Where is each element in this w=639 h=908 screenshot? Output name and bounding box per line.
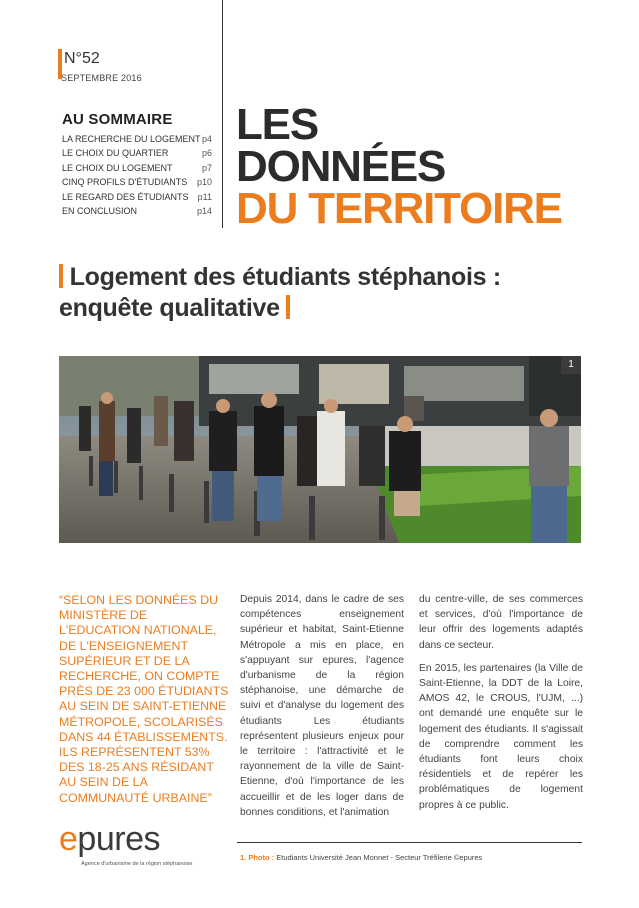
photo-number-badge: 1 <box>561 356 581 374</box>
photo-illustration <box>59 356 581 543</box>
logo-tagline: Agence d'urbanisme de la région stéphanoise <box>81 861 193 867</box>
body-column-1 <box>240 592 404 828</box>
toc-item[interactable] <box>62 204 212 218</box>
toc-item[interactable] <box>62 132 212 146</box>
toc-item-label: LE REGARD DES ÉTUDIANTS <box>62 191 189 202</box>
toc-item[interactable] <box>62 146 212 160</box>
body-paragraph: Depuis 2014, dans le cadre de ses compétences enseignement supérieur et habitat, Saint-Etienne Métropole a mis en place, en s'appuyant sur epures, l'agence d'urbanisme de la région stéphanoise, une démarche de suivi et d'analyse du logement des étudiants Les étudiants représentent plusieurs enjeux pour le territoire : l'attractivité et le rayonnement de la ville de Saint-Etienne, d'où l'importance de les accueillir et de les loger dans de bonnes conditions, et l'animation <box>240 594 404 818</box>
campus-photo <box>59 356 581 543</box>
title-line-2: DONNÉES <box>236 142 446 191</box>
toc-item-label: LE CHOIX DU LOGEMENT <box>62 162 173 173</box>
title-accent-bar-end <box>286 295 290 319</box>
logo-letter-e: e <box>59 820 78 858</box>
logo-wordmark <box>59 820 160 859</box>
caption-label: 1. Photo : <box>240 853 275 862</box>
pull-quote: “SELON LES DONNÉES DU MINISTÈRE DE L'EDUCATION NATIONALE, DE L'ENSEIGNEMENT SUPÉRIEUR ET DE LA RECHERCHE, ON COMPTE PRÈS DE 23 000 ÉTUDIANTS AU SEIN DE SAINT-ETIENNE MÉTROPOLE, SCOLARISÉS DANS 44 ÉTABLISSEMENTS. ILS REPRÉSENTENT 53% DES 18-25 ANS RÉSIDANT AU SEIN DE LA COMMUNAUTÉ URBAINE” <box>59 593 229 805</box>
title-line-1: LES <box>236 100 318 149</box>
article-title-line-1: Logement des étudiants stéphanois : <box>69 263 501 291</box>
vertical-divider <box>222 0 223 228</box>
body-paragraph: du centre-ville, de ses commerces et services, d'où l'importance de leur offrir des logements adaptés dans ce secteur. <box>419 594 583 651</box>
toc-item[interactable] <box>62 190 212 204</box>
footer-divider <box>237 842 582 843</box>
toc-item[interactable] <box>62 161 212 175</box>
epures-logo <box>59 820 219 868</box>
toc-item-label: CINQ PROFILS D'ÉTUDIANTS <box>62 177 188 188</box>
toc-item-label: EN CONCLUSION <box>62 206 138 217</box>
toc-title: AU SOMMAIRE <box>62 111 173 128</box>
toc-item-label: LE CHOIX DU QUARTIER <box>62 148 169 159</box>
logo-letters: pures <box>77 820 160 858</box>
photo-caption <box>240 853 482 862</box>
toc-item-label: LA RECHERCHE DU LOGEMENT <box>62 134 201 144</box>
toc-item-page: p4 <box>201 134 212 144</box>
issue-date: SEPTEMBRE 2016 <box>61 73 142 83</box>
issue-number: N°52 <box>64 50 100 67</box>
body-paragraph: En 2015, les partenaires (la Ville de Saint-Etienne, la DDT de la Loire, AMOS 42, le CROUS, l'UJM, ...) ont demandé une enquête sur le logement des étudiants. Il s'agissait de comprendre comment les étudiants font leurs choix résidentiels et de repérer les problématiques de logement propres à ce public. <box>419 662 583 811</box>
table-of-contents <box>62 111 212 218</box>
toc-item-page: p7 <box>201 162 212 173</box>
article-title-line-2: enquête qualitative <box>59 294 280 322</box>
article-title <box>59 262 599 324</box>
toc-item-page: p14 <box>196 206 212 217</box>
title-accent-bar <box>59 264 63 288</box>
publication-title <box>236 100 562 233</box>
toc-item-page: p11 <box>197 191 212 202</box>
title-line-3: DU TERRITOIRE <box>236 184 562 233</box>
body-column-2 <box>419 592 583 821</box>
toc-item-page: p6 <box>201 148 212 159</box>
caption-text: Etudiants Université Jean Monnet - Secteur Tréfilerie ©epures <box>274 853 483 862</box>
toc-item-page: p10 <box>196 177 212 188</box>
toc-item[interactable] <box>62 175 212 189</box>
